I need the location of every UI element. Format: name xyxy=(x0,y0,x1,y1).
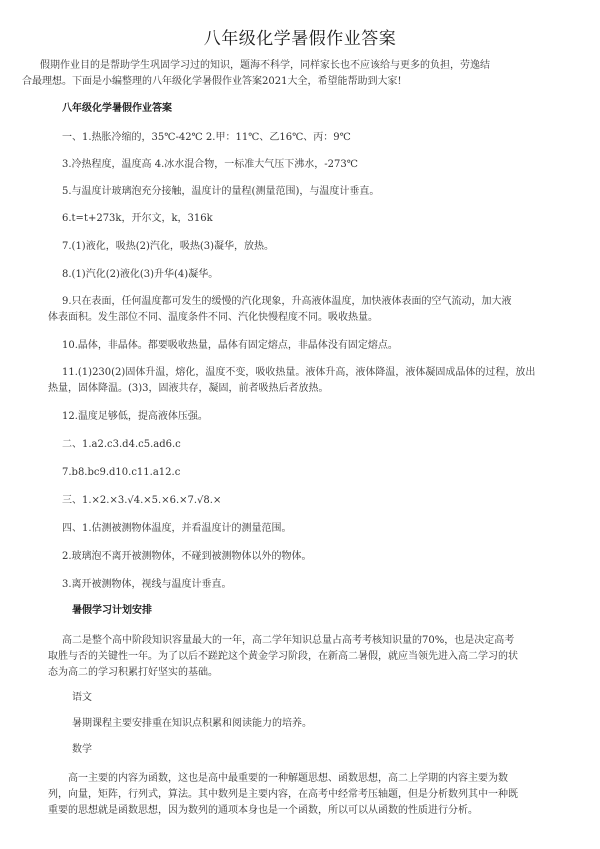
answer-item: 3.离开被测物体，视线与温度计垂直。 xyxy=(62,579,232,590)
intro-line-1: 假期作业目的是帮助学生巩固学习过的知识，题海不科学，同样家长也不应该给与更多的负担，劳逸结 xyxy=(40,60,490,71)
math-para-line-2: 列，向量，矩阵，行列式，算法。其中数列是主要内容，在高考中经常考压轴题，但是分析数列其中一种既 xyxy=(48,789,518,800)
section-heading-study-plan: 暑假学习计划安排 xyxy=(72,605,152,616)
page-title: 八年级化学暑假作业答案 xyxy=(203,29,397,49)
answer-item: 5.与温度计玻璃泡充分接触，温度计的量程(测量范围)，与温度计垂直。 xyxy=(62,186,380,197)
intro-line-2: 合最理想。下面是小编整理的八年级化学暑假作业答案2021大全，希望能帮助到大家! xyxy=(22,76,402,87)
answer-item: 四、1.估测被测物体温度，并看温度计的测量范围。 xyxy=(62,523,292,534)
answer-item-10: 10.晶体，非晶体。都要吸收热量，晶体有固定熔点，非晶体没有固定熔点。 xyxy=(62,340,398,351)
math-para-line-1: 高一主要的内容为函数，这也是高中最重要的一种解题思想、函数思想，高二上学期的内容主要为数 xyxy=(68,773,508,784)
answer-item: 12.温度足够低，提高液体压强。 xyxy=(62,411,208,422)
section-heading-answers: 八年级化学暑假作业答案 xyxy=(62,103,172,114)
study-plan-para-1-line-3: 态为高二的学习积累打好坚实的基础。 xyxy=(48,667,218,678)
answer-item: 二、1.a2.c3.d4.c5.ad6.c xyxy=(62,439,181,450)
answer-item: 3.冷热程度，温度高 4.冰水混合物，一标准大气压下沸水，-273℃ xyxy=(62,159,358,170)
answer-item: 7.(1)液化，吸热(2)汽化，吸热(3)凝华，放热。 xyxy=(62,241,275,252)
answer-item-11-line-2: 热量，固体降温。(3)3，固液共存，凝固，前者吸热后者放热。 xyxy=(48,383,329,394)
answer-item-11-line-1: 11.(1)230(2)固体升温，熔化，温度不变，吸收热量。液体升高，液体降温，液体凝固成晶体的过程，放出 xyxy=(62,367,536,378)
answer-item: 8.(1)汽化(2)液化(3)升华(4)凝华。 xyxy=(62,269,219,280)
answer-item: 三、1.×2.×3.√4.×5.×6.×7.√8.× xyxy=(62,495,222,506)
answer-item: 7.b8.bc9.d10.c11.a12.c xyxy=(62,467,181,478)
answer-item-9-line-1: 9.只在表面，任何温度都可发生的缓慢的汽化现象，升高液体温度，加快液体表面的空气流动，加大液 xyxy=(62,296,512,307)
answer-item: 6.t=t+273k，开尔文，k，316k xyxy=(62,213,213,224)
subject-label-chinese: 语文 xyxy=(72,692,92,703)
study-plan-para-1-line-1: 高二是整个高中阶段知识容量最大的一年，高二学年知识总量占高考考核知识量的70%，也是决定高考 xyxy=(62,635,515,646)
answer-item: 一、1.热胀冷缩的，35℃-42℃ 2.甲：11℃、乙16℃、丙：9℃ xyxy=(62,132,351,143)
study-plan-para-1-line-2: 取胜与否的关键性一年。为了以后不蹉跎这个黄金学习阶段，在新高二暑假，就应当领先进入高二学习的状 xyxy=(48,651,518,662)
answer-item-9-line-2: 体表面积。发生部位不同、温度条件不同、汽化快慢程度不同。吸收热量。 xyxy=(48,312,378,323)
answer-item: 2.玻璃泡不离开被测物体，不碰到被测物体以外的物体。 xyxy=(62,551,312,562)
subject-label-math: 数学 xyxy=(72,744,92,755)
subject-text-chinese: 暑期课程主要安排重在知识点积累和阅读能力的培养。 xyxy=(72,718,312,729)
math-para-line-3: 重要的思想就是函数思想，因为数列的通项本身也是一个函数，所以可以从函数的性质进行分析。 xyxy=(48,805,478,816)
